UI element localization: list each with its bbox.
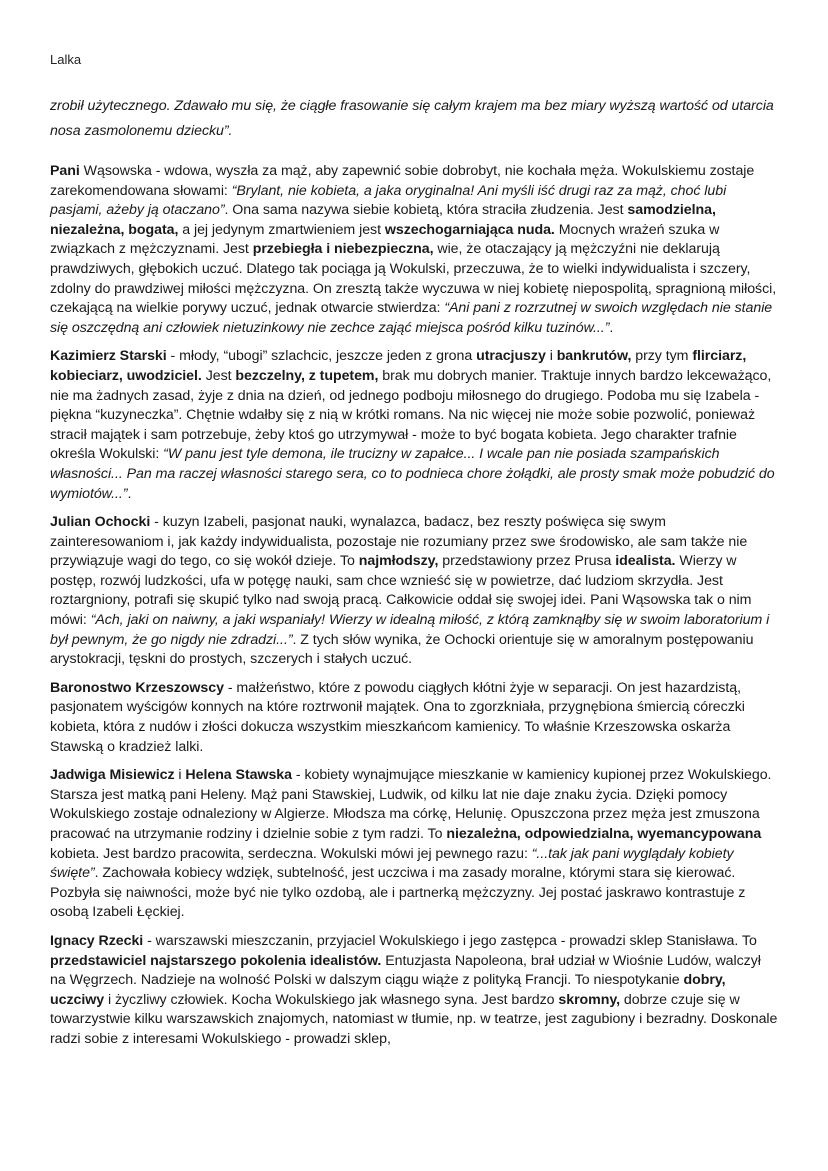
body-text: i życzliwy człowiek. Kocha Wokulskiego jak własnego syna. Jest bardzo [104,991,559,1008]
bold-text: Baronostwo Krzeszowscy [50,679,224,696]
paragraph-wasowska [50,162,780,338]
quote-text: zrobił użytecznego. Zdawało mu się, że ciągłe frasowanie się całym krajem ma bez miary wyższą wartość od utarcia nosa zasmolonemu dziecku”. [50,98,774,139]
body-text: dobrze czuje się w towarzystwie kilku warszawskich znajomych, natomiast w tłumie, np. w teatrze, jest zagubiony i bezradny. Doskonale radzi sobie z interesami Wokulskiego - prowadzi sklep, [50,991,778,1047]
bold-text: niezależna, odpowiedzialna, wyemancypowana [446,826,762,842]
body-text: przy tym [631,348,693,365]
body-text: Entuzjasta Napoleona, brał udział w Wiośnie Ludów, walczył na Węgrzech. Nadzieje na wolność Polski w dalszym ciągu wiąże z polityką Francji. To niespotykanie [50,952,761,989]
body-text: i [545,348,557,365]
body-text: kobieta. Jest bardzo pracowita, serdeczna. Wokulski mówi jej pewnego razu: [50,845,532,862]
body-text: . [609,319,614,336]
bold-text: przebiegła i niebezpieczna, [252,241,434,258]
document-title: Lalka [50,52,82,67]
bold-text: najmłodszy, [358,553,439,570]
body-text: brak mu dobrych manier. Traktuje innych bardzo lekceważąco, nie ma żadnych zasad, żyje z dnia na dzień, od jednego podboju miłosnego do drugiego. Podoba mu się Izabela - piękna “kuzyneczka”. Chętnie wdałby się z nią w krótki romans. Na nic więcej nie może sobie pozwolić, ponieważ stracił majątek i sam potrzebuje, żeby ktoś go utrzymywał - może to być bogata kobieta. Jego charakter trafnie określa Wokulski: [50,367,772,463]
quote-text: “...tak jak pani wyglądały kobiety święte” [50,845,734,882]
page-header [50,52,81,67]
body-text: . [127,485,132,502]
body-text: . Zachowała kobiecy wdzięk, subtelność, jest uczciwa i ma zasady moralne, którymi stara się kierować. Pozbyła się naiwności, może być nie tylko ozdobą, ale i partnerką mężczyzny. Jej postać jaskrawo kontrastuje z osobą Izabeli Łęckiej. [50,865,746,921]
bold-text: utracjuszy [476,348,546,365]
paragraph-rzecki [50,932,780,1050]
body-text: - młody, “ubogi” szlachcic, jeszcze jeden z grona [166,348,477,365]
body-text: - kobiety wynajmujące mieszkanie w kamienicy kupionej przez Wokulskiego. Starsza jest matką pani Heleny. Mąż pani Stawskiej, Ludwik, od kilku lat nie daje znaku życia. Dzięki pomocy Wokulskiego zostaje odnaleziony w Algierze. Młodsza ma córkę, Helunię. Opuszczona przez męża jest zmuszona pracować na utrzymanie rodziny i dzielnie sobie z tym radzi. To [50,767,772,842]
body-text: Jest [201,367,236,384]
body-text: a jej jedynym zmartwieniem jest [178,221,385,238]
body-text: - warszawski mieszczanin, przyjaciel Wokulskiego i jego zastępca - prowadzi sklep Stanisława. To [143,932,757,949]
bold-text: skromny, [558,991,621,1008]
bold-text: Kazimierz Starski [50,348,167,365]
bold-text: Pani [50,163,80,179]
bold-text: Ignacy Rzecki [50,932,144,949]
paragraph-starski [50,347,780,504]
quote-text: “Brylant, nie kobieta, a jaka oryginalna! Ani myśli iść drugi raz za mąż, choć lubi pasjami, ażeby ją otaczano” [50,182,727,219]
bold-text: flirciarz, kobieciarz, uwodziciel. [50,348,747,384]
body-text: - kuzyn Izabeli, pasjonat nauki, wynalazca, badacz, bez reszty poświęca się swym zainteresowaniom i, jak każdy indywidualista, pozostaje nie rozumiany przez swe środowisko, ale sam także nie przywiązuje wagi do tego, co się wokół dzieje. To [50,514,748,570]
body-text: Wąsowska - wdowa, wyszła za mąż, aby zapewnić sobie dobrobyt, nie kochała męża. Wokulskiemu zostaje zarekomendowana słowami: [50,163,755,199]
body-text: . Ona sama nazywa siebie kobietą, która straciła złudzenia. Jest [224,202,628,219]
paragraph-stawska [50,766,780,923]
bold-text: wszechogarniająca nuda. [384,221,555,238]
bold-text: dobry, uczciwy [50,972,726,1008]
body-text: wie, że otaczający ją mężczyźni nie deklarują prawdziwych, głębokich uczuć. Dlatego tak pociąga ją Wokulski, przeczuwa, że to wielki indywidualista i szczery, zdolny do prawdziwej miłości mężczyzna. On zresztą także wyczuwa w niej kobietę niepospolitą, spragnioną miłości, czekającą na wielkie porywy uczuć, jednak otwarcie stwierdza: [50,241,777,317]
bold-text: bezczelny, z tupetem, [235,367,379,384]
body-text: przedstawiony przez Prusa [438,553,616,570]
paragraph-krzeszowscy [50,679,780,757]
body-text: i [174,767,186,784]
bold-text: Julian Ochocki [50,514,151,531]
bold-text: bankrutów, [556,348,632,365]
paragraph-intro [50,94,780,144]
bold-text: samodzielna, niezależna, bogata, [50,202,716,238]
bold-text: Jadwiga Misiewicz [50,767,175,784]
body-text: Mocnych wrażeń szuka w związkach z mężczyznami. Jest [50,221,720,258]
quote-text: “W panu jest tyle demona, ile trucizny w zapałce... I wcale pan nie posiada szampańskich własności... Pan ma raczej własności starego sera, co to podnieca chore żołądki, ale prosty smak może pobudzić do wymiotów...” [50,446,775,502]
bold-text: idealista. [615,553,676,570]
body-text: - małżeństwo, które z powodu ciągłych kłótni żyje w separacji. On jest hazardzistą, pasjonatem wyścigów konnych na które roztrwonił majątek. Ona to zgorzkniała, przygnębiona śmiercią córeczki kobieta, która z nudów i złości dokucza wszystkim mieszkańcom kamienicy. To właśnie Krzeszowska oskarża Stawską o kradzież lalki. [50,679,745,755]
bold-text: Helena Stawska [185,767,292,784]
quote-text: “Ani pani z rozrzutnej w swoich względach nie stanie się oszczędną ani człowiek nietuzinkowy nie zechce zająć miejsca pośród kilku tuzinów...” [50,300,773,336]
body-text: Wierzy w postęp, rozwój ludzkości, ufa w potęgę nauki, sam chce wznieść się w powietrze, dać ludziom skrzydła. Jest roztargniony, potrafi się skupić tylko nad swoją pracą. Całkowicie oddał się swojej idei. Pani Wąsowska tak o nim mówi: [50,553,752,629]
paragraph-ochocki [50,513,780,670]
quote-text: “Ach, jaki on naiwny, a jaki wspaniały! Wierzy w idealną miłość, z którą zamknąłby się w swoim laboratorium i był pewnym, że go nigdy nie zdradzi...” [50,612,770,648]
document-body [50,94,780,1059]
body-text: . Z tych słów wynika, że Ochocki orientuje się w amoralnym postępowaniu arystokracji, tęskni do prostych, szczerych i stałych uczuć. [50,631,754,668]
bold-text: przedstawiciel najstarszego pokolenia idealistów. [50,952,382,969]
